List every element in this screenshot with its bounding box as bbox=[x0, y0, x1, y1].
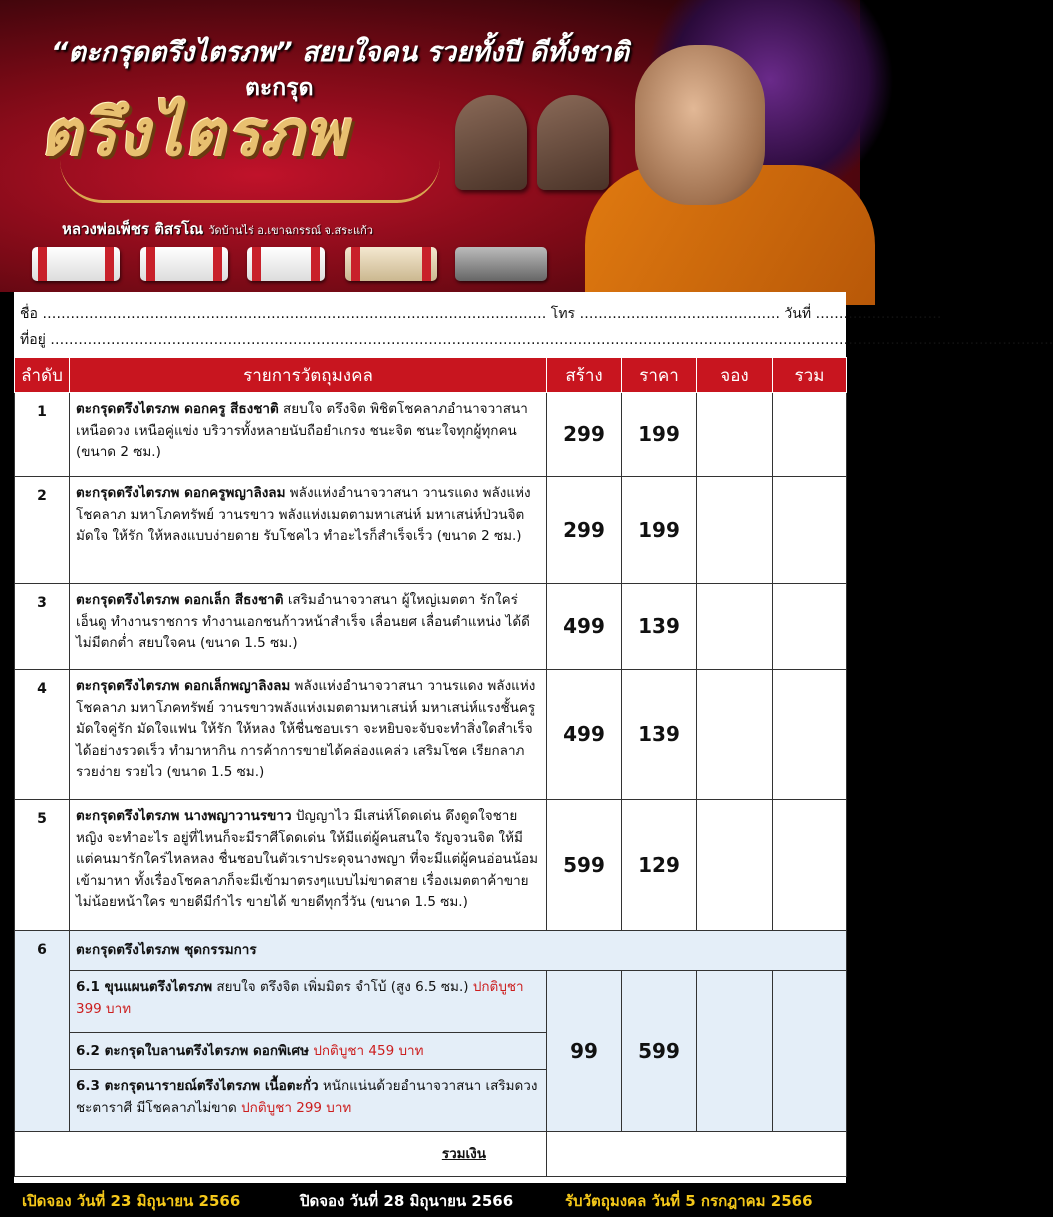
item-description bbox=[70, 584, 547, 670]
item-description bbox=[70, 477, 547, 584]
close-date: ปิดจอง วันที่ 28 มิถุนายน 2566 bbox=[300, 1192, 514, 1210]
total-cell[interactable] bbox=[773, 670, 847, 800]
subitem-description bbox=[70, 1033, 547, 1070]
takrud-image-3 bbox=[247, 247, 325, 281]
subitem-name: 6.1 ขุนแผนตรึงไตรภพ bbox=[76, 979, 213, 995]
subitem-name: 6.3 ตะกรุดนารายณ์ตรึงไตรภพ เนื้อตะกั่ว bbox=[76, 1078, 319, 1094]
subitem-regular-price: ปกติบูชา 459 บาท bbox=[313, 1042, 424, 1059]
order-table bbox=[14, 357, 847, 1177]
open-date: เปิดจอง วันที่ 23 มิถุนายน 2566 bbox=[22, 1192, 241, 1210]
made-count: 499 bbox=[547, 670, 622, 800]
takrud-image-2 bbox=[140, 247, 228, 281]
monk-place: วัดบ้านไร่ อ.เขาฉกรรณ์ จ.สระแก้ว bbox=[208, 224, 373, 237]
price: 199 bbox=[622, 393, 697, 477]
row-number: 1 bbox=[15, 393, 70, 477]
total-cell[interactable] bbox=[773, 584, 847, 670]
amulet-image-front bbox=[455, 95, 527, 190]
reserve-cell[interactable] bbox=[697, 584, 773, 670]
row-number: 6 bbox=[15, 931, 70, 1132]
col-header-item: รายการวัตถุมงคล bbox=[70, 358, 547, 393]
item-name: ตะกรุดตรึงไตรภพ นางพญาวานรขาว bbox=[76, 808, 292, 824]
table-row bbox=[15, 477, 847, 584]
set6-subitem bbox=[15, 971, 847, 1033]
subitem-description bbox=[70, 971, 547, 1033]
price: 139 bbox=[622, 670, 697, 800]
item-detail: สยบใจ ตรึงจิต พิชิตโชคลาภอำนาจวาสนาเหนือดวง เหนือคู่แข่ง บริวารทั้งหลายนับถือยำเกรง ชนะจิต ชนะใจทุกผู้ทุกคน (ขนาด 2 ซม.) bbox=[76, 401, 528, 460]
takrud-image-5 bbox=[455, 247, 547, 281]
item-description bbox=[70, 393, 547, 477]
made-count: 499 bbox=[547, 584, 622, 670]
item-name: ตะกรุดตรึงไตรภพ ดอกครู สีธงชาติ bbox=[76, 401, 279, 417]
reserve-cell[interactable] bbox=[697, 393, 773, 477]
table-row bbox=[15, 800, 847, 931]
subitem-regular-price: ปกติบูชา 299 บาท bbox=[241, 1099, 352, 1116]
item-name: ตะกรุดตรึงไตรภพ ดอกครูพญาลิงลม bbox=[76, 485, 286, 501]
made-count: 99 bbox=[547, 971, 622, 1132]
price: 139 bbox=[622, 584, 697, 670]
price: 129 bbox=[622, 800, 697, 931]
footer-dates bbox=[0, 1183, 860, 1217]
slogan: “ตะกรุดตรึงไตรภพ” สยบใจคน รวยทั้งปี ดีทั้งชาติ bbox=[51, 37, 629, 68]
sub-title: ตะกรุด bbox=[245, 75, 314, 101]
table-row bbox=[15, 584, 847, 670]
reserve-cell[interactable] bbox=[697, 670, 773, 800]
subitem-name: 6.2 ตะกรุดใบลานตรึงไตรภพ ดอกพิเศษ bbox=[76, 1042, 310, 1059]
table-row bbox=[15, 393, 847, 477]
table-row bbox=[15, 670, 847, 800]
takrud-image-1 bbox=[32, 247, 120, 281]
subitem-detail: หนักแน่นด้วยอำนาจวาสนา เสริมดวงชะตาราศี มีโชคลาภไม่ขาด bbox=[76, 1078, 538, 1116]
made-count: 599 bbox=[547, 800, 622, 931]
grand-total-cell[interactable] bbox=[547, 1132, 847, 1177]
price: 199 bbox=[622, 477, 697, 584]
item-name: ตะกรุดตรึงไตรภพ ดอกเล็ก สีธงชาติ bbox=[76, 592, 284, 608]
item-detail: ปัญญาไว มีเสน่ห์โดดเด่น ดึงดูดใจชายหญิง จะทำอะไร อยู่ที่ไหนก็จะมีราศีโดดเด่น ให้มีแต่ผู้คนสนใจ รัญจวนจิต ให้มีแต่คนมารักใคร่ไหลหลง ชื่นชอบในตัวเราประดุจนางพญา ที่จะมีแต่ผู้คนอ่อนน้อมเข้ามาหา ทั้งเรื่องโชคลาภก็จะมีเข้ามาตรงๆแบบไม่ขาดสาย เรื่องเมตตาค้าขายไม่น้อยหน้าใคร ขายดีมีกำไร ขายได้ ขายดีทุกวี่วัน (ขนาด 1.5 ซม.) bbox=[76, 808, 539, 910]
reserve-cell[interactable] bbox=[697, 477, 773, 584]
total-cell[interactable] bbox=[773, 393, 847, 477]
item-name: ตะกรุดตรึงไตรภพ ดอกเล็กพญาลิงลม bbox=[76, 678, 291, 694]
price: 599 bbox=[622, 971, 697, 1132]
total-label: รวมเงิน bbox=[15, 1132, 547, 1177]
set6-title: ตะกรุดตรึงไตรภพ ชุดกรรมการ bbox=[70, 931, 847, 971]
made-count: 299 bbox=[547, 393, 622, 477]
total-cell[interactable] bbox=[773, 477, 847, 584]
total-cell[interactable] bbox=[773, 971, 847, 1132]
subitem-detail: สยบใจ ตรึงจิต เพิ่มมิตร จำโบ้ (สูง 6.5 ซม.) bbox=[212, 979, 473, 995]
monk-name: หลวงพ่อเพ็ชร ติสรโณ bbox=[62, 220, 204, 238]
row-number: 4 bbox=[15, 670, 70, 800]
subitem-regular-price: ปกติบูชา 399 บาท bbox=[76, 979, 524, 1017]
total-row bbox=[15, 1132, 847, 1177]
made-count: 299 bbox=[547, 477, 622, 584]
col-header-price: ราคา bbox=[622, 358, 697, 393]
col-header-total: รวม bbox=[773, 358, 847, 393]
name-phone-date-line[interactable]: ชื่อ ……………………………………………………………………………………………… โทร ……………………………………. วันที่ ……………………… bbox=[20, 306, 942, 322]
row-number: 3 bbox=[15, 584, 70, 670]
table-row-set6 bbox=[15, 931, 847, 971]
reserve-cell[interactable] bbox=[697, 800, 773, 931]
table-header-row bbox=[15, 358, 847, 393]
address-line[interactable]: ที่อยู่ …………………………………………………………………………………………………………………………………………………………………………………………….. bbox=[20, 332, 1053, 348]
reserve-cell[interactable] bbox=[697, 971, 773, 1132]
monk-caption bbox=[62, 217, 373, 241]
item-detail: เสริมอำนาจวาสนา ผู้ใหญ่เมตตา รักใคร่เอ็นดู ทำงานราชการ ทำงานเอกชนก้าวหน้าสำเร็จ เลื่อนยศ เลื่อนตำแหน่ง ได้ดีไม่มีตกต่ำ สยบใจคน (ขนาด 1.5 ซม.) bbox=[76, 592, 530, 651]
header-banner bbox=[0, 0, 860, 292]
monk-head bbox=[635, 45, 765, 205]
ornament-swirl bbox=[60, 160, 440, 203]
item-detail: พลังแห่งอำนาจวาสนา วานรแดง พลังแห่งโชคลาภ มหาโภคทรัพย์ วานรขาว พลังแห่งเมตตามหาเสน่ห์ มหาเสน่ห์ป่วนจิต มัดใจ ให้รัก ให้หลงแบบง่ายดาย รับโชคไว ทำอะไรก็สำเร็จเร็ว (ขนาด 2 ซม.) bbox=[76, 485, 531, 544]
subitem-description bbox=[70, 1070, 547, 1132]
takrud-image-4 bbox=[345, 247, 437, 281]
col-header-made: สร้าง bbox=[547, 358, 622, 393]
row-number: 2 bbox=[15, 477, 70, 584]
item-description bbox=[70, 800, 547, 931]
col-header-no: ลำดับ bbox=[15, 358, 70, 393]
total-cell[interactable] bbox=[773, 800, 847, 931]
receive-date: รับวัตถุมงคล วันที่ 5 กรกฎาคม 2566 bbox=[565, 1192, 813, 1210]
item-detail: พลังแห่งอำนาจวาสนา วานรแดง พลังแห่งโชคลาภ มหาโภคทรัพย์ วานรขาวพลังแห่งเมตตามหาเสน่ห์ มหาเสน่ห์แรงชั้นครู มัดใจคู่รัก มัดใจแฟน ให้รัก ให้หลง ให้ชื่นชอบเรา จะหยิบจะจับจะทำสิ่งใดสำเร็จได้อย่างรวดเร็ว ทำมาหากิน การค้าการขายได้คล่องแคล่ว เสริมโชค เรียกลาภ รวยง่าย รวยไว (ขนาด 1.5 ซม.) bbox=[76, 678, 536, 780]
item-description bbox=[70, 670, 547, 800]
monk-portrait bbox=[585, 35, 875, 295]
col-header-reserve: จอง bbox=[697, 358, 773, 393]
main-title: ตรึงไตรภพ bbox=[40, 97, 348, 171]
row-number: 5 bbox=[15, 800, 70, 931]
